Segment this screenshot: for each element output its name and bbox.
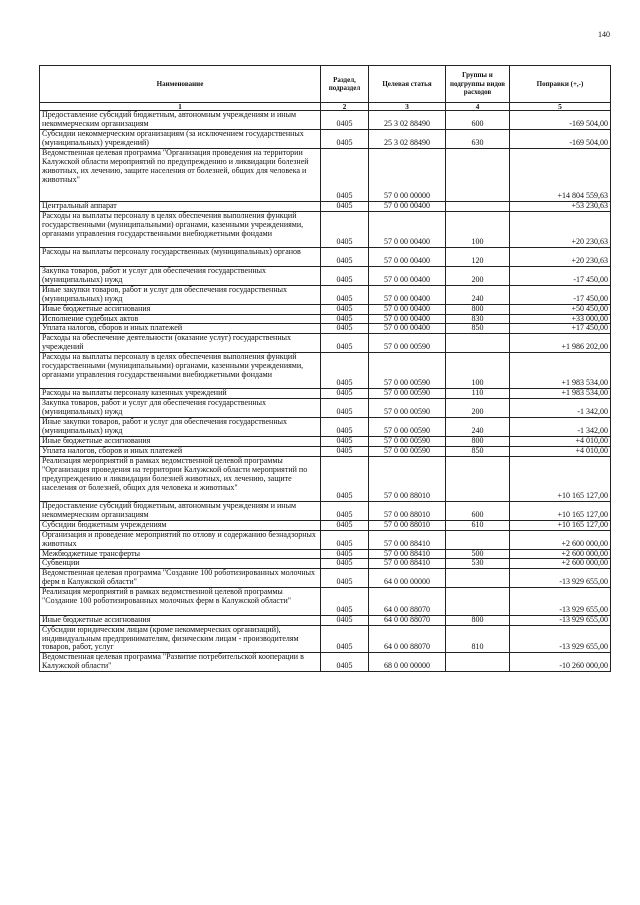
row-amendment: +50 450,00 (510, 304, 611, 314)
column-number: 5 (510, 103, 611, 111)
row-amendment: -1 342,00 (510, 399, 611, 418)
table-row (40, 418, 611, 437)
row-target-article: 57 0 00 00400 (369, 285, 446, 304)
row-amendment: +2 600 000,00 (510, 549, 611, 559)
column-number: 4 (446, 103, 510, 111)
table-row (40, 653, 611, 672)
row-target-article: 57 0 00 00400 (369, 324, 446, 334)
header-section: Раздел, подраздел (321, 66, 369, 103)
row-expense-group (446, 334, 510, 353)
table-row (40, 266, 611, 285)
row-expense-group: 240 (446, 285, 510, 304)
row-amendment: -13 929 655,00 (510, 588, 611, 615)
row-expense-group (446, 588, 510, 615)
table-body (40, 111, 611, 672)
row-name: Ведомственная целевая программа "Развитие потребительской кооперации в Калужской области" (40, 653, 321, 672)
header-row (40, 66, 611, 103)
row-section: 0405 (321, 202, 369, 212)
row-expense-group (446, 457, 510, 502)
row-section: 0405 (321, 559, 369, 569)
row-amendment: -13 929 655,00 (510, 625, 611, 653)
row-target-article: 57 0 00 00400 (369, 212, 446, 248)
row-name: Предоставление субсидий бюджетным, автономным учреждениям и иным некоммерческим организациям (40, 501, 321, 520)
row-name: Закупка товаров, работ и услуг для обеспечения государственных (муниципальных) нужд (40, 266, 321, 285)
row-section: 0405 (321, 389, 369, 399)
row-expense-group: 800 (446, 615, 510, 625)
row-target-article: 57 0 00 88010 (369, 520, 446, 530)
row-amendment: +10 165 127,00 (510, 457, 611, 502)
row-target-article: 57 0 00 00590 (369, 447, 446, 457)
row-target-article: 57 0 00 88410 (369, 559, 446, 569)
row-section: 0405 (321, 457, 369, 502)
table-row (40, 549, 611, 559)
row-name: Закупка товаров, работ и услуг для обеспечения государственных (муниципальных) нужд (40, 399, 321, 418)
table-row (40, 569, 611, 588)
row-section: 0405 (321, 353, 369, 389)
row-target-article: 64 0 00 88070 (369, 615, 446, 625)
row-section: 0405 (321, 248, 369, 267)
table-row (40, 129, 611, 148)
row-expense-group: 600 (446, 501, 510, 520)
table-row (40, 353, 611, 389)
row-amendment: -13 929 655,00 (510, 615, 611, 625)
row-expense-group: 630 (446, 129, 510, 148)
row-section: 0405 (321, 588, 369, 615)
row-name: Расходы на выплаты персоналу государственных (муниципальных) органов (40, 248, 321, 267)
table-row (40, 399, 611, 418)
header-expense-group: Группы и подгруппы видов расходов (446, 66, 510, 103)
table-row (40, 588, 611, 615)
row-expense-group: 110 (446, 389, 510, 399)
row-section: 0405 (321, 520, 369, 530)
row-amendment: +2 600 000,00 (510, 559, 611, 569)
row-target-article: 64 0 00 88070 (369, 588, 446, 615)
table-row (40, 248, 611, 267)
row-section: 0405 (321, 399, 369, 418)
row-section: 0405 (321, 314, 369, 324)
row-name: Иные бюджетные ассигнования (40, 304, 321, 314)
row-name: Предоставление субсидий бюджетным, автономным учреждениям и иным некоммерческим организациям (40, 111, 321, 130)
row-target-article: 57 0 00 00590 (369, 418, 446, 437)
table-row (40, 148, 611, 202)
row-target-article: 57 0 00 00590 (369, 437, 446, 447)
table-row (40, 111, 611, 130)
row-target-article: 25 3 02 88490 (369, 129, 446, 148)
row-expense-group: 240 (446, 418, 510, 437)
row-amendment: +20 230,63 (510, 248, 611, 267)
row-target-article: 64 0 00 88070 (369, 625, 446, 653)
row-name: Уплата налогов, сборов и иных платежей (40, 324, 321, 334)
row-section: 0405 (321, 615, 369, 625)
row-name: Центральный аппарат (40, 202, 321, 212)
row-section: 0405 (321, 501, 369, 520)
row-section: 0405 (321, 285, 369, 304)
row-section: 0405 (321, 212, 369, 248)
row-section: 0405 (321, 334, 369, 353)
row-expense-group: 500 (446, 549, 510, 559)
row-amendment: -1 342,00 (510, 418, 611, 437)
row-target-article: 57 0 00 88010 (369, 457, 446, 502)
row-target-article: 57 0 00 00590 (369, 389, 446, 399)
row-section: 0405 (321, 129, 369, 148)
table-row (40, 324, 611, 334)
row-name: Расходы на выплаты персоналу в целях обеспечения выполнения функций государственными (муниципальными) органами, казенными учреждениями, органами управления государственными внебюджетными фондами (40, 212, 321, 248)
budget-table (39, 65, 611, 672)
row-amendment: +1 983 534,00 (510, 353, 611, 389)
table-row (40, 304, 611, 314)
column-number: 1 (40, 103, 321, 111)
row-section: 0405 (321, 625, 369, 653)
header-name: Наименование (40, 66, 321, 103)
row-section: 0405 (321, 549, 369, 559)
row-amendment: -169 504,00 (510, 111, 611, 130)
row-amendment: +1 986 202,00 (510, 334, 611, 353)
table-row (40, 334, 611, 353)
table-row (40, 520, 611, 530)
row-target-article: 57 0 00 00400 (369, 314, 446, 324)
row-section: 0405 (321, 569, 369, 588)
row-name: Субвенции (40, 559, 321, 569)
row-expense-group: 850 (446, 447, 510, 457)
row-section: 0405 (321, 418, 369, 437)
table-row (40, 530, 611, 549)
row-amendment: +14 804 559,63 (510, 148, 611, 202)
table-row (40, 447, 611, 457)
row-expense-group: 120 (446, 248, 510, 267)
row-target-article: 57 0 00 00000 (369, 148, 446, 202)
row-name: Реализация мероприятий в рамках ведомственной целевой программы "Организация проведения на территории Калужской области мероприятий по предупреждению и ликвидации болезней животных, их лечению, защите населения от болезней, общих для человека и животных" (40, 457, 321, 502)
row-expense-group: 100 (446, 212, 510, 248)
row-name: Иные закупки товаров, работ и услуг для обеспечения государственных (муниципальных) нужд (40, 285, 321, 304)
row-target-article: 57 0 00 88010 (369, 501, 446, 520)
row-section: 0405 (321, 653, 369, 672)
row-amendment: -10 260 000,00 (510, 653, 611, 672)
row-expense-group: 200 (446, 399, 510, 418)
table-row (40, 457, 611, 502)
row-name: Иные бюджетные ассигнования (40, 615, 321, 625)
row-name: Реализация мероприятий в рамках ведомственной целевой программы "Создание 100 роботизированных молочных ферм в Калужской области" (40, 588, 321, 615)
row-amendment: +10 165 127,00 (510, 501, 611, 520)
page-number: 140 (598, 30, 610, 39)
row-target-article: 57 0 00 88410 (369, 530, 446, 549)
row-amendment: +33 000,00 (510, 314, 611, 324)
row-expense-group (446, 148, 510, 202)
table-row (40, 437, 611, 447)
row-expense-group: 610 (446, 520, 510, 530)
row-name: Иные закупки товаров, работ и услуг для обеспечения государственных (муниципальных) нужд (40, 418, 321, 437)
column-number: 3 (369, 103, 446, 111)
row-expense-group: 100 (446, 353, 510, 389)
row-section: 0405 (321, 148, 369, 202)
row-target-article: 64 0 00 00000 (369, 569, 446, 588)
row-target-article: 68 0 00 00000 (369, 653, 446, 672)
row-section: 0405 (321, 437, 369, 447)
header-amendment: Поправки (+,-) (510, 66, 611, 103)
row-expense-group: 810 (446, 625, 510, 653)
row-section: 0405 (321, 304, 369, 314)
table-row (40, 285, 611, 304)
row-name: Субсидии некоммерческим организациям (за исключением государственных (муниципальных) учреждений) (40, 129, 321, 148)
row-amendment: -13 929 655,00 (510, 569, 611, 588)
row-amendment: +20 230,63 (510, 212, 611, 248)
row-target-article: 57 0 00 00590 (369, 334, 446, 353)
row-target-article: 57 0 00 00590 (369, 399, 446, 418)
row-name: Ведомственная целевая программа "Организация проведения на территории Калужской области мероприятий по предупреждению и ликвидации болезней животных, их лечению, защите населения от болезней, общих для человека и животных" (40, 148, 321, 202)
row-target-article: 57 0 00 00400 (369, 248, 446, 267)
row-expense-group (446, 569, 510, 588)
row-section: 0405 (321, 266, 369, 285)
row-amendment: +1 983 534,00 (510, 389, 611, 399)
row-amendment: +2 600 000,00 (510, 530, 611, 549)
row-expense-group: 850 (446, 324, 510, 334)
row-target-article: 57 0 00 00590 (369, 353, 446, 389)
row-name: Субсидии юридическим лицам (кроме некоммерческих организаций), индивидуальным предпринимателям, физическим лицам - производителям товаров, работ, услуг (40, 625, 321, 653)
row-amendment: +4 010,00 (510, 437, 611, 447)
row-target-article: 25 3 02 88490 (369, 111, 446, 130)
row-expense-group: 200 (446, 266, 510, 285)
row-amendment: +10 165 127,00 (510, 520, 611, 530)
row-target-article: 57 0 00 00400 (369, 266, 446, 285)
row-expense-group (446, 653, 510, 672)
row-name: Расходы на выплаты персоналу в целях обеспечения выполнения функций государственными (муниципальными) органами, казенными учреждениями, органами управления государственными внебюджетными фондами (40, 353, 321, 389)
row-expense-group: 800 (446, 437, 510, 447)
table-row (40, 314, 611, 324)
row-name: Межбюджетные трансферты (40, 549, 321, 559)
table-row (40, 202, 611, 212)
table-row (40, 501, 611, 520)
table-row (40, 615, 611, 625)
row-expense-group (446, 530, 510, 549)
row-amendment: -169 504,00 (510, 129, 611, 148)
row-name: Исполнение судебных актов (40, 314, 321, 324)
row-name: Субсидии бюджетным учреждениям (40, 520, 321, 530)
row-section: 0405 (321, 530, 369, 549)
row-target-article: 57 0 00 00400 (369, 202, 446, 212)
row-name: Расходы на выплаты персоналу казенных учреждений (40, 389, 321, 399)
row-name: Иные бюджетные ассигнования (40, 437, 321, 447)
table-row (40, 389, 611, 399)
row-target-article: 57 0 00 00400 (369, 304, 446, 314)
row-section: 0405 (321, 447, 369, 457)
row-name: Ведомственная целевая программа "Создание 100 роботизированных молочных ферм в Калужской области" (40, 569, 321, 588)
header-target-article: Целевая статья (369, 66, 446, 103)
row-expense-group: 800 (446, 304, 510, 314)
row-section: 0405 (321, 324, 369, 334)
row-expense-group: 600 (446, 111, 510, 130)
row-name: Организация и проведение мероприятий по отлову и содержанию безнадзорных животных (40, 530, 321, 549)
table-row (40, 212, 611, 248)
table-row (40, 625, 611, 653)
row-amendment: +17 450,00 (510, 324, 611, 334)
row-expense-group: 530 (446, 559, 510, 569)
column-number: 2 (321, 103, 369, 111)
row-section: 0405 (321, 111, 369, 130)
table-row (40, 559, 611, 569)
row-amendment: +53 230,63 (510, 202, 611, 212)
row-target-article: 57 0 00 88410 (369, 549, 446, 559)
row-amendment: -17 450,00 (510, 285, 611, 304)
row-amendment: +4 010,00 (510, 447, 611, 457)
row-expense-group: 830 (446, 314, 510, 324)
row-expense-group (446, 202, 510, 212)
row-amendment: -17 450,00 (510, 266, 611, 285)
row-name: Уплата налогов, сборов и иных платежей (40, 447, 321, 457)
row-name: Расходы на обеспечение деятельности (оказание услуг) государственных учреждений (40, 334, 321, 353)
